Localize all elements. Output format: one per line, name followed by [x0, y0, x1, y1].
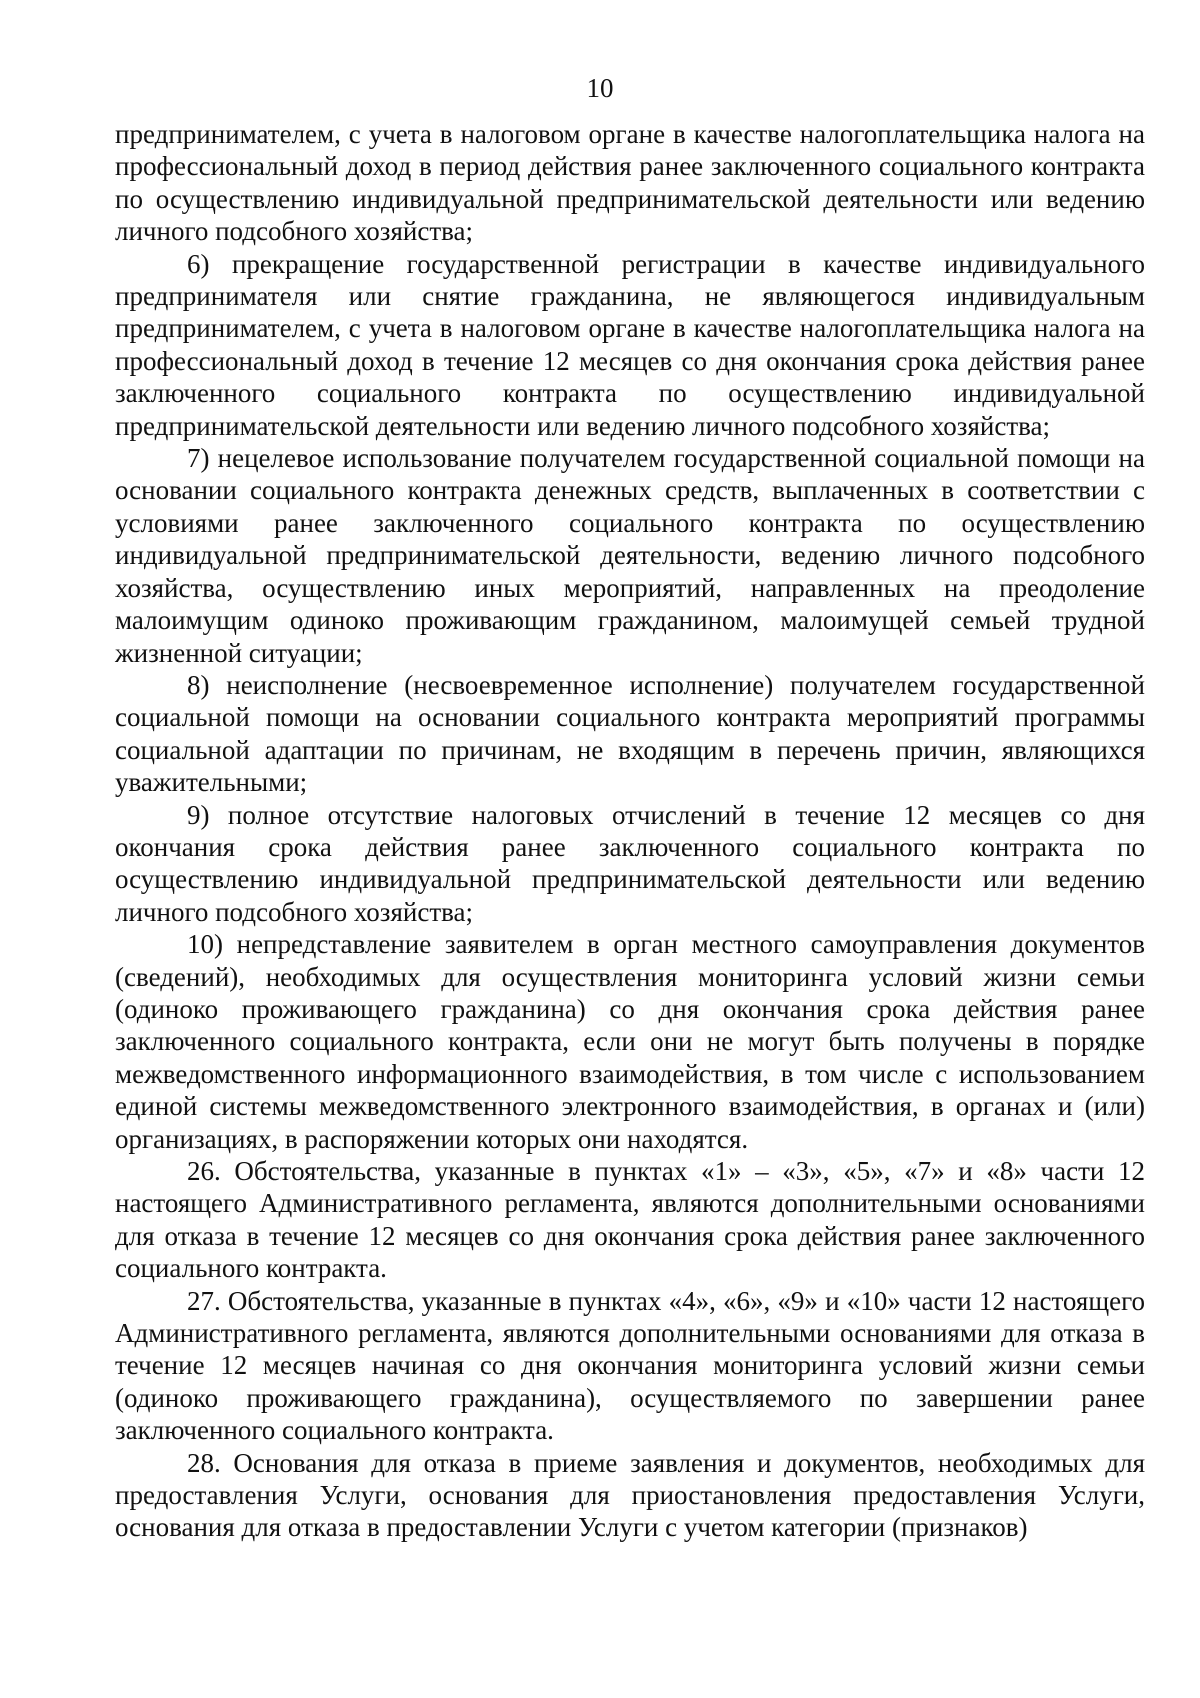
paragraph-section-28: 28. Основания для отказа в приеме заявления и документов, необходимых для предоставления Услуги, основания для приостановления предоставления Услуги, основания для отказа в предоставлении Услуги с учетом категории (признаков)	[115, 1447, 1145, 1543]
paragraph-item-6: 6) прекращение государственной регистрации в качестве индивидуального предпринимателя или снятие гражданина, не являющегося индивидуальным предпринимателем, с учета в налоговом органе в качестве налогоплательщика налога на профессиональный доход в течение 12 месяцев со дня окончания срока действия ранее заключенного социального контракта по осуществлению индивидуальной предпринимательской деятельности или ведению личного подсобного хозяйства;	[115, 248, 1145, 441]
paragraph-item-10: 10) непредставление заявителем в орган местного самоуправления документов (сведений), необходимых для осуществления мониторинга условий жизни семьи (одиноко проживающего гражданина) со дня окончания срока действия ранее заключенного социального контракта, если они не могут быть получены в порядке межведомственного информационного взаимодействия, в том числе с использованием единой системы межведомственного электронного взаимодействия, в органах и (или) организациях, в распоряжении которых они находятся.	[115, 929, 1145, 1154]
document-body	[115, 118, 1145, 1544]
paragraph-section-27: 27. Обстоятельства, указанные в пунктах «4», «6», «9» и «10» части 12 настоящего Административного регламента, являются дополнительными основаниями для отказа в течение 12 месяцев начиная со дня окончания мониторинга условий жизни семьи (одиноко проживающего гражданина), осуществляемого по завершении ранее заключенного социального контракта.	[115, 1285, 1145, 1446]
paragraph-section-26: 26. Обстоятельства, указанные в пунктах «1» – «3», «5», «7» и «8» части 12 настоящего Административного регламента, являются дополнительными основаниями для отказа в течение 12 месяцев со дня окончания срока действия ранее заключенного социального контракта.	[115, 1156, 1145, 1284]
paragraph-item-7: 7) нецелевое использование получателем государственной социальной помощи на основании социального контракта денежных средств, выплаченных в соответствии с условиями ранее заключенного социального контракта по осуществлению индивидуальной предпринимательской деятельности, ведению личного подсобного хозяйства, осуществлению иных мероприятий, направленных на преодоление малоимущим одиноко проживающим гражданином, малоимущей семьей трудной жизненной ситуации;	[115, 443, 1145, 668]
page-number: 10	[586, 73, 614, 103]
paragraph-continuation: предпринимателем, с учета в налоговом органе в качестве налогоплательщика налога на профессиональный доход в период действия ранее заключенного социального контракта по осуществлению индивидуальной предпринимательской деятельности или ведению личного подсобного хозяйства;	[115, 119, 1145, 247]
paragraph-item-9: 9) полное отсутствие налоговых отчислений в течение 12 месяцев со дня окончания срока действия ранее заключенного социального контракта по осуществлению индивидуальной предпринимательской деятельности или ведению личного подсобного хозяйства;	[115, 799, 1145, 927]
paragraph-item-8: 8) неисполнение (несвоевременное исполнение) получателем государственной социальной помощи на основании социального контракта мероприятий программы социальной адаптации по причинам, не входящим в перечень причин, являющихся уважительными;	[115, 669, 1145, 798]
